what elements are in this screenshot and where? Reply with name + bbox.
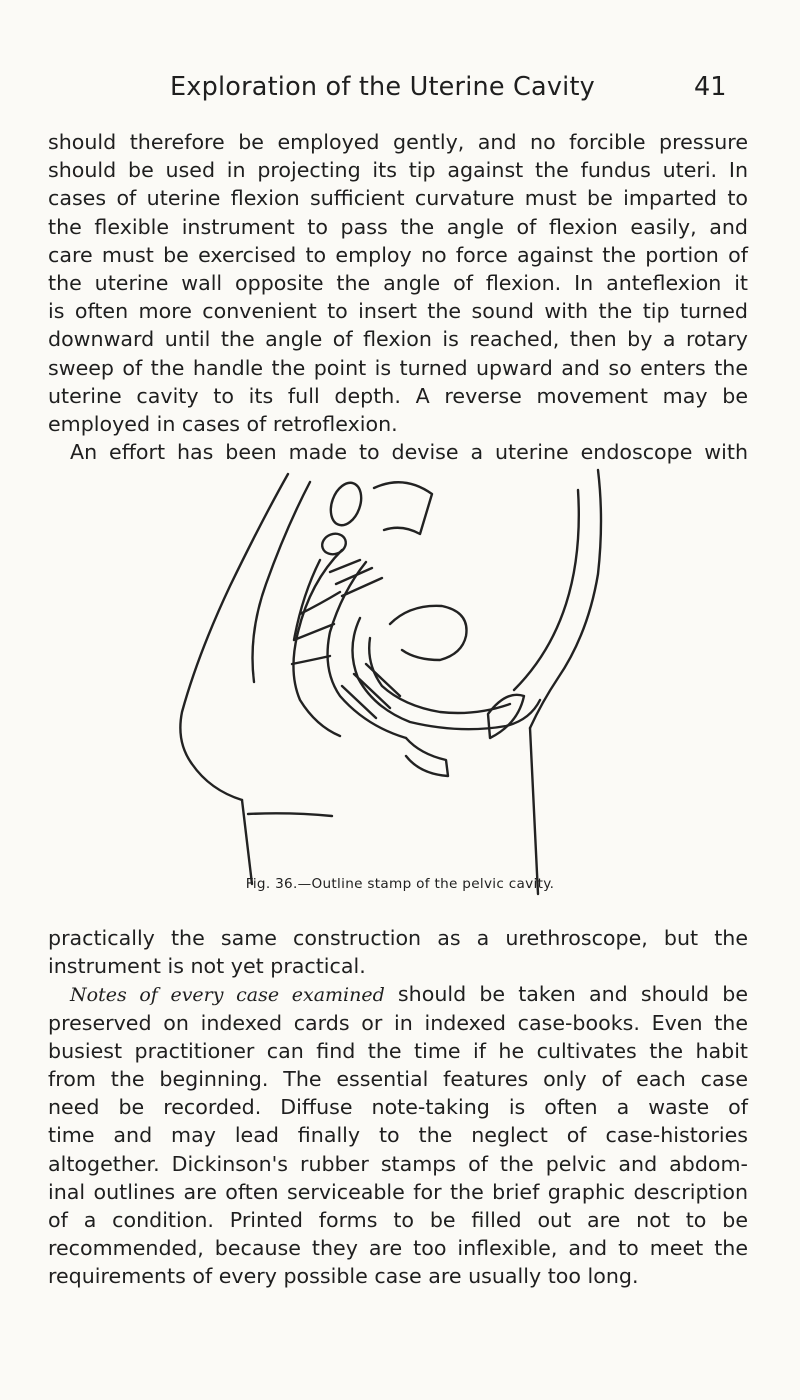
text-line: An effort has been made to devise a uterine endoscope with: [70, 440, 748, 465]
text-line: care must be exercised to employ no force against the portion of: [48, 242, 748, 267]
vagina-inner: [369, 638, 510, 713]
inner-back-contour: [253, 482, 311, 682]
text-line: inal outlines are often serviceable for the brief graphic description: [48, 1179, 748, 1204]
posterior-contour: [180, 474, 288, 800]
text-line-rest: should be taken and should be: [384, 982, 748, 1007]
running-head: [0, 70, 800, 110]
text-line: the uterine wall opposite the angle of flexion. In anteflexion it: [48, 270, 748, 295]
text-line: the flexible instrument to pass the angle of flexion easily, and: [48, 214, 748, 239]
text-line: preserved on indexed cards or in indexed case-books. Even the: [48, 1010, 748, 1035]
running-title: Exploration of the Uterine Cavity: [170, 72, 595, 102]
text-line: need be recorded. Diffuse note-taking is often a waste of: [48, 1095, 748, 1120]
text-line: busiest practitioner can find the time if he cultivates the habit: [48, 1038, 748, 1063]
text-line-with-emphasis: [48, 980, 748, 1008]
anterior-lower: [530, 728, 538, 894]
text-line: from the beginning. The essential features only of each case: [48, 1066, 748, 1091]
text-line: downward until the angle of flexion is reached, then by a rotary: [48, 327, 748, 352]
text-line: requirements of every possible case are usually too long.: [48, 1264, 639, 1289]
text-line: recommended, because they are too inflexible, and to meet the: [48, 1236, 748, 1261]
sacrum-outline: [293, 550, 342, 736]
text-line: uterine cavity to its full depth. A reverse movement may be: [48, 383, 748, 408]
perineal-body: [406, 738, 448, 776]
text-line: should therefore be employed gently, and no forcible pressure: [48, 130, 748, 154]
text-line: practically the same construction as a urethroscope, but the: [48, 926, 748, 950]
bowel-loop: [319, 530, 348, 557]
anterior-contour: [530, 470, 601, 728]
lower-contour: [248, 813, 332, 816]
page-number: 41: [694, 72, 727, 102]
text-line: of a condition. Printed forms to be filled out are not to be: [48, 1207, 748, 1232]
paragraph-block-bottom: [48, 924, 748, 1290]
text-line: should be used in projecting its tip against the fundus uteri. In: [48, 158, 748, 183]
figure-caption: Fig. 36.—Outline stamp of the pelvic cavity.: [245, 876, 555, 892]
bowel-loop: [325, 479, 366, 530]
hatching-a: [330, 560, 382, 596]
sacrum-segments: [292, 560, 340, 664]
rectum-outline: [328, 562, 406, 738]
text-line: is often more convenient to insert the sound with the tip turned: [48, 299, 748, 324]
text-line: altogether. Dickinson's rubber stamps of the pelvic and abdom-: [48, 1151, 748, 1176]
hatching-b: [342, 664, 400, 718]
pelvic-outline-drawing: [170, 464, 610, 900]
text-line: instrument is not yet practical.: [48, 954, 366, 979]
text-line: cases of uterine flexion sufficient curvature must be imparted to: [48, 186, 748, 211]
uterus-outline: [390, 606, 467, 660]
pelvic-outline-figure: [170, 464, 610, 900]
text-line: sweep of the handle the point is turned upward and so enters the: [48, 355, 748, 380]
bladder-outline: [374, 482, 432, 534]
perineum-contour: [242, 800, 252, 884]
text-line: employed in cases of retroflexion.: [48, 411, 398, 436]
paragraph-block-top: [48, 128, 748, 466]
italic-phrase: Notes of every case examined: [70, 984, 385, 1007]
text-line: time and may lead finally to the neglect of case-histories: [48, 1123, 748, 1148]
symphysis: [488, 695, 524, 738]
